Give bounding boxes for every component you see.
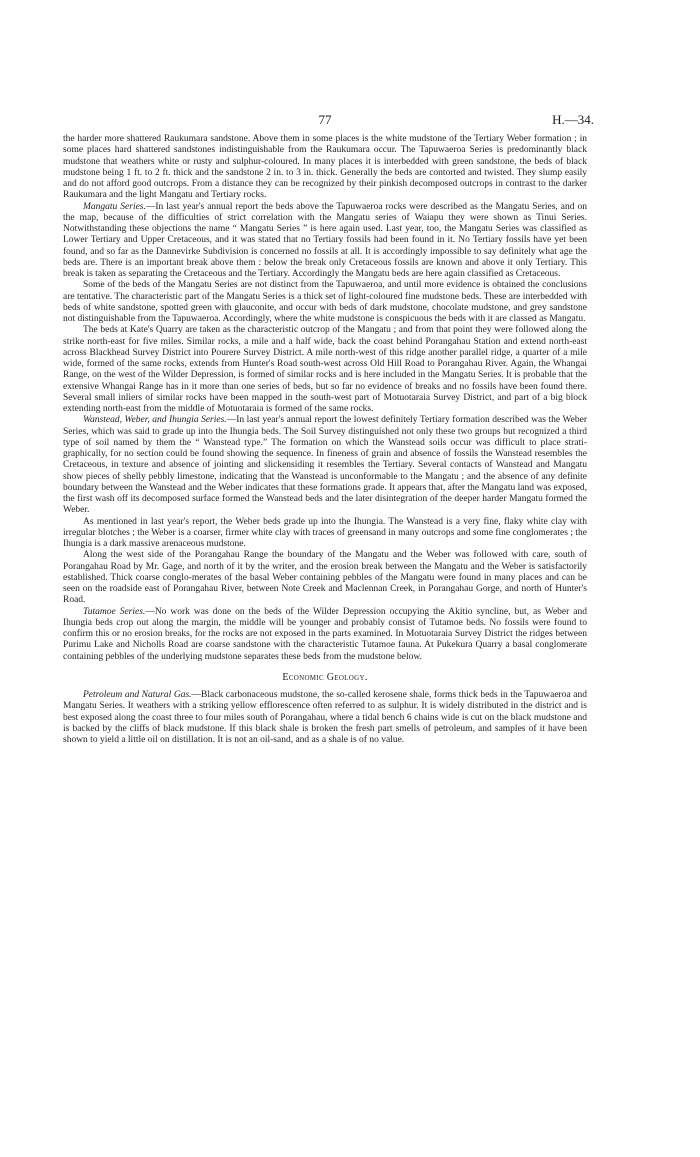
- paragraph: [63, 550, 587, 606]
- body-text: [63, 134, 587, 746]
- paragraph-text: the harder more shattered Raukumara sandstone. Above them in some places is the white mudstone of the Tertiary Weber formation ; in some places hard shattered sandstones indistinguishable from the Raukumara occur. The Tapuwaeroa Series is predominantly black mudstone that weathers white or rusty and sulphur-coloured. In many places it is interbedded with green sandstone, the beds of black mudstone being 1 ft. to 2 ft. thick and the sandstone 2 in. to 3 in. thick. Generally the beds are contorted and twisted. They slump easily and do not afford good outcrops. From a distance they can be recognized by their pinkish decomposed outcrops in contrast to the darker Raukumara and the light Mangatu and Tertiary rocks.: [63, 134, 587, 201]
- paragraph: [63, 517, 587, 551]
- paragraph-lead: Mangatu Series.: [83, 201, 146, 212]
- paragraph: [63, 415, 587, 516]
- paragraph: [63, 134, 587, 202]
- page-header: [60, 112, 594, 130]
- paragraph-lead: Tutamoe Series.: [83, 606, 146, 617]
- paragraph: [63, 280, 587, 325]
- paragraph-text: As mentioned in last year's report, the Weber beds grade up into the Ihungia. The Wanstead is a very fine, flaky white clay with irregular blotches ; the Weber is a coarser, firmer white clay with traces of greensand in many outcrops and some fine conglomerates ; the Ihungia is a dark massive arenaceous mudstone.: [63, 516, 587, 549]
- paragraph: [63, 690, 587, 746]
- section-heading: Economic Geology.: [282, 671, 368, 683]
- paragraph-text: Along the west side of the Porangahau Range the boundary of the Mangatu and the Weber was followed with care, south of Porangahau Road by Mr. Gage, and north of it by the writer, and the erosion break between the Mangatu and the Weber is satisfactorily established. Thick coarse conglo-merates of the basal Weber containing pebbles of the Mangatu were found in many places and can be seen on the roadside east of Porangahau River, between Note Creek and Maclennan Creek, in Porangahau Gorge, and north of Hunter's Road.: [63, 550, 587, 606]
- paragraph-text: —No work was done on the beds of the Wilder Depression occupying the Akitio syncline, but, as Weber and Ihungia beds crop out along the margin, the middle will be younger and probably consist of Tutamoe beds. No fossils were found to confirm this or no erosion breaks, for the rocks are not exposed in the parts examined. In Motuotaraia Survey District the ridges between Purimu Lake and Nicholls Road are coarse sandstone with the characteristic Tutamoe fauna. At Pukekura Quarry a basal conglomerate containing pebbles of the underlying mudstone separates these beds from the mudstone below.: [63, 606, 587, 662]
- paragraph-text: —In last year's annual report the lowest definitely Tertiary formation described was the Weber Series, which was said to grade up into the Ihungia beds. The Soil Survey distinguished not only these two groups but recognized a third type of soil named by them the “ Wanstead type.” The formation on which the Wanstead soils occur was difficult to place strati-graphically, for no section could be found showing the sequence. In fineness of grain and absence of fossils the Wanstead resembles the Cretaceous, in texture and absence of jointing and slickensiding it resembles the Tertiary. Several contacts of Wanstead and Mangatu show pieces of shelly pebbly limestone, indicating that the Wanstead is unconformable to the Mangatu ; and the absence of any definite boundary between the Wanstead and the Weber indicates that these formations grade. It appears that, after the Mangatu land was exposed, the first wash off its decomposed surface formed the Wanstead beds and the later disintegration of the deeper harder Mangatu formed the Weber.: [63, 415, 587, 516]
- paragraph-text: Some of the beds of the Mangatu Series are not distinct from the Tapuwaeroa, and until more evidence is obtained the conclusions are tentative. The characteristic part of the Mangatu Series is a thick set of light-coloured fine mudstone beds. These are interbedded with beds of white sandstone, spotted green with glauconite, and occur with beds of dark mudstone, chocolate mudstone, and grey sandstone not distinguishable from the Tapuwaeroa. Accordingly, where the white mudstone is conspicuous the beds with it are classed as Mangatu.: [63, 280, 587, 324]
- paragraph: [63, 325, 587, 415]
- paragraph: [63, 202, 587, 281]
- paragraph-text: —Black carbonaceous mudstone, the so-called kerosene shale, forms thick beds in the Tapuwaeroa and Mangatu Series. It weathers with a striking yellow efflorescence often referred to as sulphur. It is widely distributed in the district and is best exposed along the coast three to four miles south of Porangahau, where a tidal bench 6 chains wide is cut on the black mudstone and is backed by the cliffs of black mudstone. If this black shale is broken the fresh part smells of petroleum, and samples of it have been shown to yield a little oil on distillation. It is not an oil-sand, and as a shale is of no value.: [63, 690, 587, 745]
- paragraph-lead: Petroleum and Natural Gas.: [83, 690, 192, 700]
- document-reference: H.—34.: [552, 112, 594, 127]
- page-number: 77: [318, 112, 332, 127]
- paragraph-text: The beds at Kate's Quarry are taken as the characteristic outcrop of the Mangatu ; and from that point they were followed along the strike north-east for five miles. Similar rocks, a mile and a half wide, back the coast behind Porangahau Station and extend north-east across Blackhead Survey District into Pourere Survey District. A mile north-west of this ridge another parallel ridge, a quarter of a mile wide, formed of the same rocks, extends from Hunter's Road south-west across Old Hill Road to Porangahau River. Again, the Whangai Range, on the west of the Wilder Depression, is formed of similar rocks and is here included in the Mangatu Series. It is probable that the extensive Whangai Range has in it more than one series of beds, but so far no evidence of breaks and no fossils have been found there. Several small inliers of similar rocks have been mapped in the south-west part of Motuotaraia Survey District, and part of a big block extending north-east from the middle of Motuotaraia is formed of the same rocks.: [63, 325, 587, 414]
- paragraph: [63, 607, 587, 663]
- paragraph-text: —In last year's annual report the beds above the Tapuwaeroa rocks were described as the Mangatu Series, and on the map, because of the difficulties of strict correlation with the Mangatu series of Waiapu they were shown as Tinui Series. Notwithstanding these objections the name “ Mangatu Series ” is here again used. Last year, too, the Mangatu Series was classified as Lower Tertiary and Upper Cretaceous, and it was stated that no Tertiary fossils had been found in it. No Tertiary fossils have yet been found, and so far as the Dannevirke Subdivision is concerned no fossils at all. It is accordingly impossible to say definitely what age the beds are. There is an important break above them : below the break only Cretaceous fossils are known and above it only Tertiary. This break is taken as separating the Cretaceous and the Tertiary. Accordingly the Mangatu beds are here again classified as Cretaceous.: [63, 201, 587, 279]
- paragraph-lead: Wanstead, Weber, and Ihungia Series.: [83, 415, 227, 426]
